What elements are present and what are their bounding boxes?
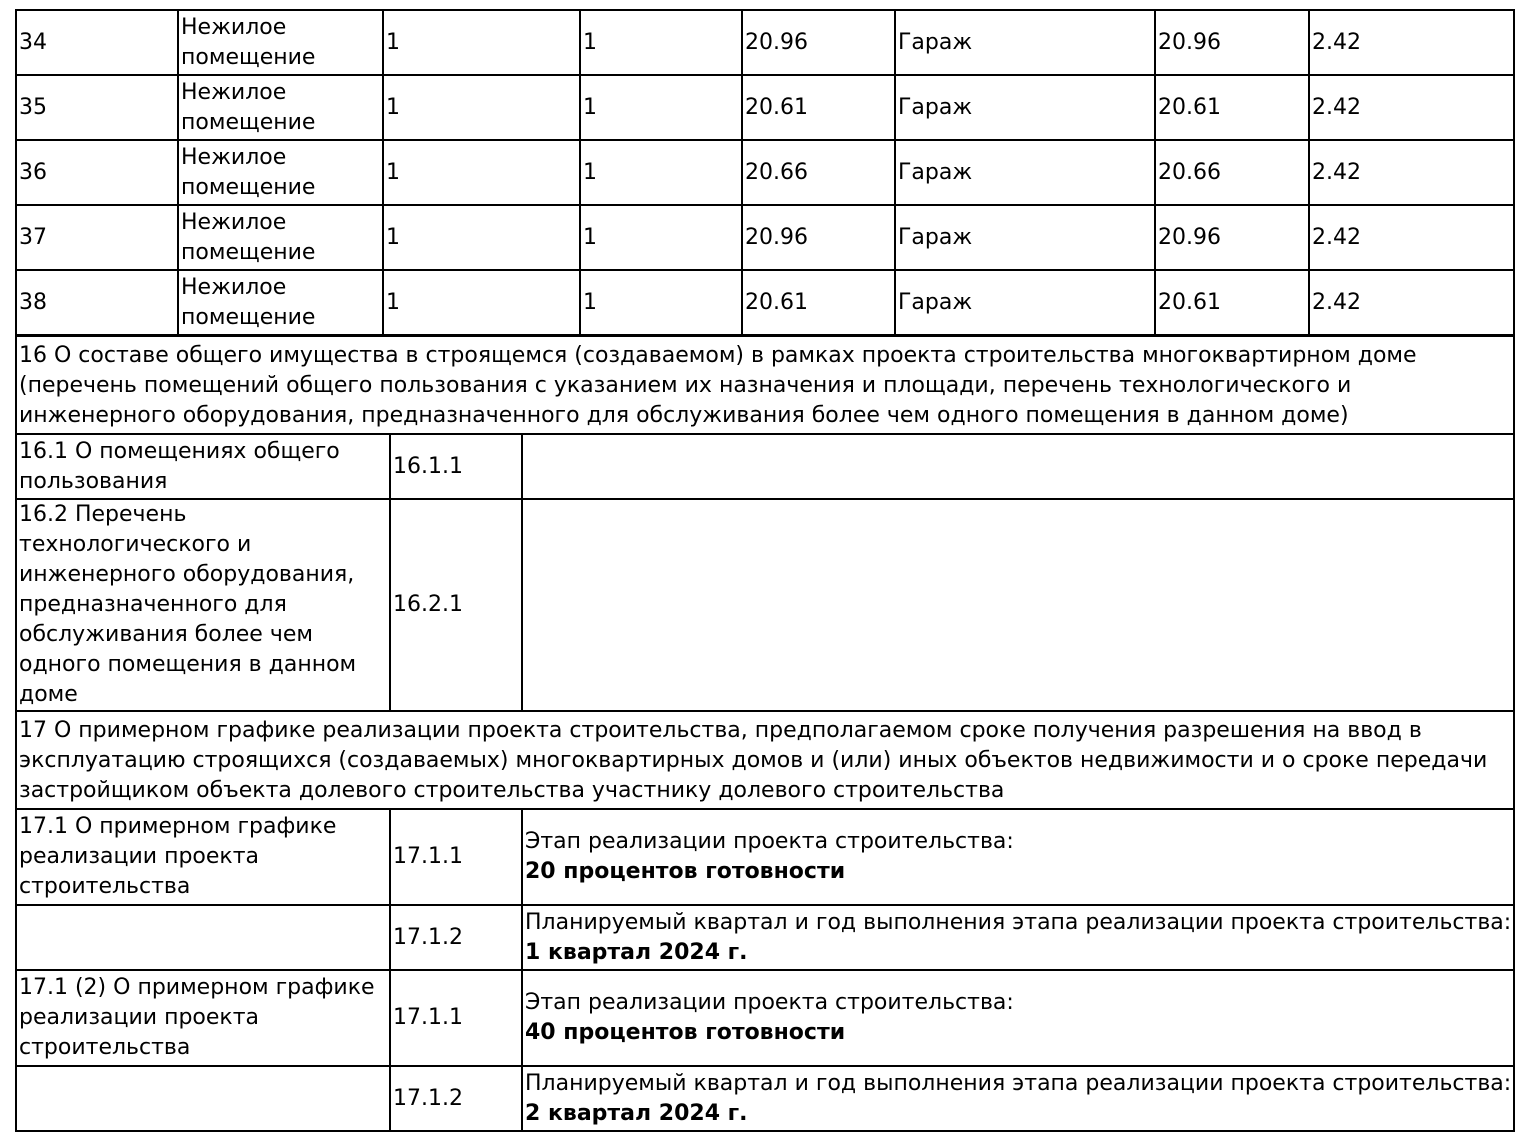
equipment-code: 16.2.1 — [390, 499, 522, 711]
table-row — [16, 10, 1514, 75]
stage-label: Этап реализации проекта строительства: — [525, 829, 1014, 854]
unit-area: 20.61 — [742, 75, 895, 140]
unit-area: 20.96 — [742, 10, 895, 75]
unit-area2: 20.96 — [1155, 10, 1309, 75]
unit-col4: 1 — [580, 270, 742, 335]
unit-number: 36 — [16, 140, 178, 205]
unit-col3: 1 — [383, 75, 580, 140]
common-premises-code: 16.1.1 — [390, 434, 522, 499]
unit-col3: 1 — [383, 10, 580, 75]
table-row — [16, 1066, 1514, 1131]
schedule-2-quarter-code: 17.1.2 — [390, 1066, 522, 1131]
unit-col4: 1 — [580, 10, 742, 75]
empty-cell — [16, 1066, 390, 1131]
quarter-label: Планируемый квартал и год выполнения этапа реализации проекта строительства: — [525, 909, 1512, 935]
unit-height: 2.42 — [1309, 75, 1514, 140]
unit-col4: 1 — [580, 140, 742, 205]
table-row — [16, 75, 1514, 140]
equipment-label: 16.2 Перечень технологического и инженерного оборудования, предназначенного для обслуживания более чем одного помещения в данном доме — [16, 499, 390, 711]
unit-type: Нежилое помещение — [178, 75, 383, 140]
schedule-1-quarter-code: 17.1.2 — [390, 905, 522, 970]
unit-purpose: Гараж — [895, 10, 1155, 75]
schedule-2-stage-code: 17.1.1 — [390, 970, 522, 1066]
schedule-1-stage-code: 17.1.1 — [390, 809, 522, 905]
unit-area2: 20.61 — [1155, 270, 1309, 335]
unit-col3: 1 — [383, 270, 580, 335]
common-premises-value — [522, 434, 1514, 499]
table-row — [16, 905, 1514, 970]
unit-area2: 20.66 — [1155, 140, 1309, 205]
table-row — [16, 434, 1514, 499]
schedule-2-quarter-cell — [522, 1066, 1514, 1131]
schedule-1-stage-cell — [522, 809, 1514, 905]
unit-area: 20.66 — [742, 140, 895, 205]
section-17-heading-row — [16, 711, 1514, 809]
table-row — [16, 140, 1514, 205]
unit-purpose: Гараж — [895, 270, 1155, 335]
empty-cell — [16, 905, 390, 970]
stage-label: Этап реализации проекта строительства: — [525, 990, 1014, 1015]
units-table — [15, 9, 1515, 336]
unit-col3: 1 — [383, 205, 580, 270]
unit-type: Нежилое помещение — [178, 10, 383, 75]
unit-type: Нежилое помещение — [178, 205, 383, 270]
unit-type: Нежилое помещение — [178, 140, 383, 205]
unit-area2: 20.61 — [1155, 75, 1309, 140]
stage-value: 40 процентов готовности — [525, 1020, 846, 1045]
unit-purpose: Гараж — [895, 140, 1155, 205]
table-row — [16, 970, 1514, 1066]
equipment-value — [522, 499, 1514, 711]
unit-height: 2.42 — [1309, 270, 1514, 335]
unit-number: 34 — [16, 10, 178, 75]
section-16-heading: 16 О составе общего имущества в строящемся (создаваемом) в рамках проекта строительства многоквартирном доме (перечень помещений общего пользования с указанием их назначения и площади, перечень технологического и инженерного оборудования, предназначенного для обслуживания более чем одного помещения в данном доме) — [16, 336, 1514, 434]
unit-height: 2.42 — [1309, 10, 1514, 75]
unit-col3: 1 — [383, 140, 580, 205]
table-row — [16, 270, 1514, 335]
unit-area: 20.61 — [742, 270, 895, 335]
unit-purpose: Гараж — [895, 75, 1155, 140]
table-row — [16, 205, 1514, 270]
unit-col4: 1 — [580, 75, 742, 140]
quarter-value: 1 квартал 2024 г. — [525, 939, 748, 965]
common-premises-label: 16.1 О помещениях общего пользования — [16, 434, 390, 499]
unit-number: 35 — [16, 75, 178, 140]
sections-table — [15, 335, 1515, 1132]
schedule-1-quarter-cell — [522, 905, 1514, 970]
unit-col4: 1 — [580, 205, 742, 270]
table-row — [16, 499, 1514, 711]
schedule-1-label: 17.1 О примерном графике реализации проекта строительства — [16, 809, 390, 905]
unit-number: 37 — [16, 205, 178, 270]
unit-area2: 20.96 — [1155, 205, 1309, 270]
unit-type: Нежилое помещение — [178, 270, 383, 335]
quarter-label: Планируемый квартал и год выполнения этапа реализации проекта строительства: — [525, 1070, 1512, 1096]
table-row — [16, 809, 1514, 905]
unit-height: 2.42 — [1309, 205, 1514, 270]
unit-purpose: Гараж — [895, 205, 1155, 270]
schedule-2-label: 17.1 (2) О примерном графике реализации проекта строительства — [16, 970, 390, 1066]
unit-number: 38 — [16, 270, 178, 335]
quarter-value: 2 квартал 2024 г. — [525, 1100, 748, 1126]
section-17-heading: 17 О примерном графике реализации проекта строительства, предполагаемом сроке получения разрешения на ввод в эксплуатацию строящихся (создаваемых) многоквартирных домов и (или) иных объектов недвижимости и о сроке передачи застройщиком объекта долевого строительства участнику долевого строительства — [16, 711, 1514, 809]
unit-height: 2.42 — [1309, 140, 1514, 205]
schedule-2-stage-cell — [522, 970, 1514, 1066]
unit-area: 20.96 — [742, 205, 895, 270]
section-16-heading-row — [16, 336, 1514, 434]
stage-value: 20 процентов готовности — [525, 859, 846, 884]
